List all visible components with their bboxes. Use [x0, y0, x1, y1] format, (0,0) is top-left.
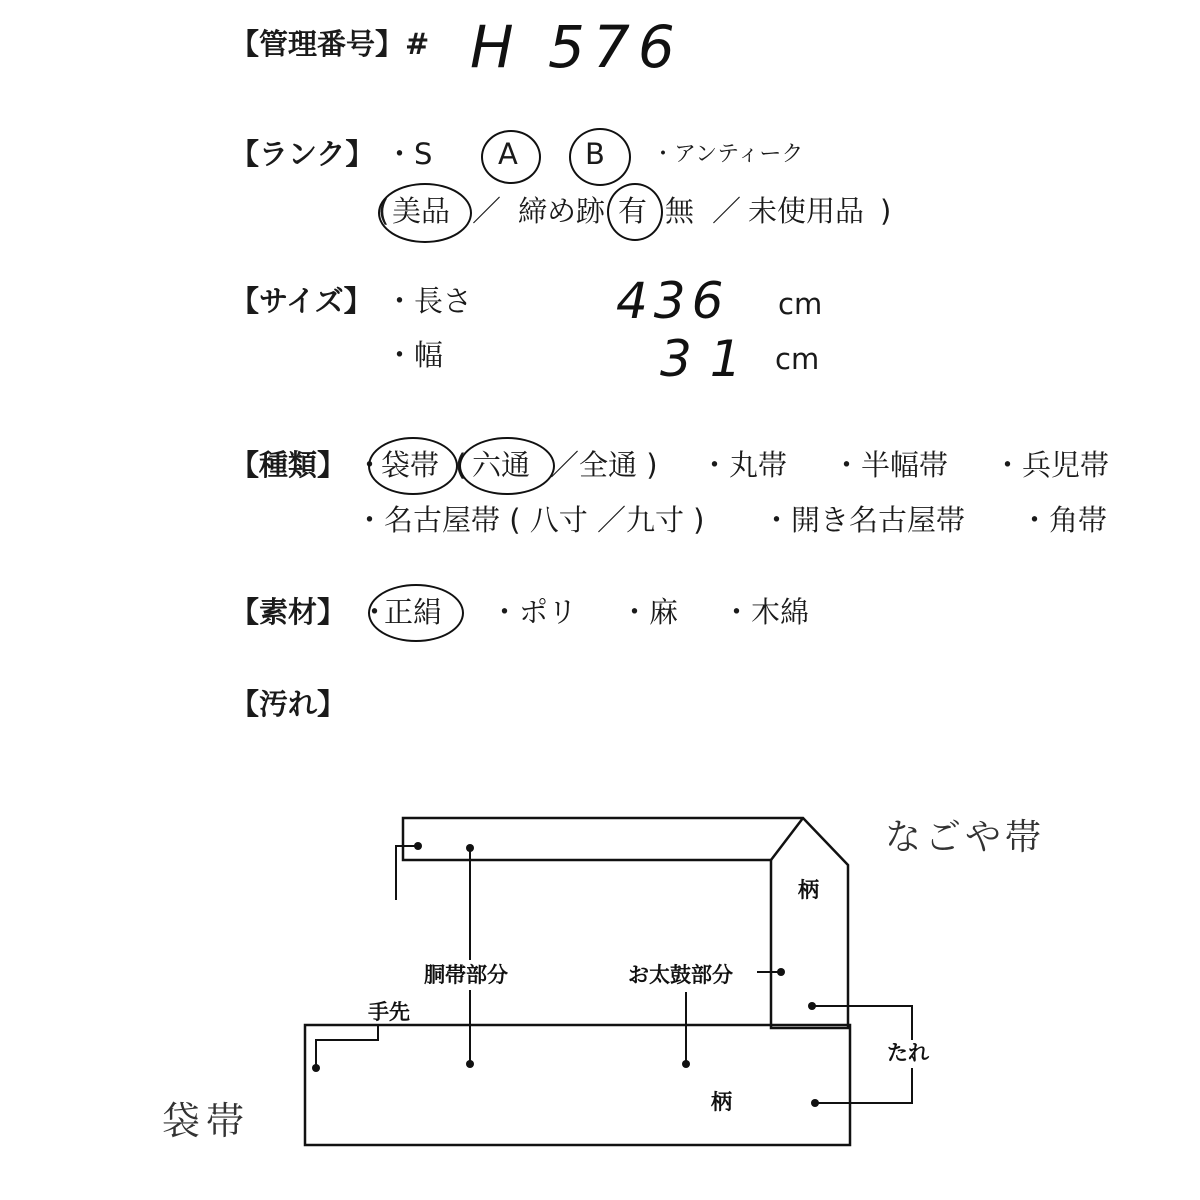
- leader-dots: [312, 842, 819, 1107]
- condition-absent: 無: [665, 194, 695, 228]
- type-kaku-obi: ・角帯: [1020, 503, 1108, 537]
- condition-present: 有: [618, 194, 648, 228]
- hash-symbol: #: [405, 27, 430, 61]
- nagoya-fold-line: [771, 818, 803, 860]
- material-hemp: ・麻: [620, 595, 679, 629]
- condition-sep-1: ／: [472, 194, 502, 228]
- fukuro-obi-shape: [305, 1025, 850, 1145]
- type-open-paren: (: [455, 448, 467, 482]
- nagoya-obi-label: なごや帯: [885, 817, 1046, 858]
- material-poly: ・ポリ: [490, 595, 578, 629]
- dot-taiko-top: [777, 968, 785, 976]
- taiko-part-label: お太鼓部分: [628, 963, 733, 987]
- rank-option-s: ・S: [385, 137, 433, 171]
- dot-tare-top: [808, 1002, 816, 1010]
- tare-bottom-leader: [815, 1068, 912, 1103]
- type-bullet: ・: [355, 448, 385, 482]
- dot-body-top: [466, 844, 474, 852]
- type-zentsu: ／全通 ): [550, 448, 658, 482]
- rank-option-a: A: [498, 137, 518, 171]
- length-unit: cm: [778, 287, 823, 321]
- type-hanhaba-obi: ・半幅帯: [832, 448, 949, 482]
- condition-tie-marks: 締め跡: [518, 194, 606, 228]
- tesaki-top-leader: [396, 846, 418, 900]
- length-label: ・長さ: [385, 284, 473, 318]
- width-value: 31: [660, 330, 760, 388]
- material-bullet: ・: [360, 595, 390, 629]
- rank-label: 【ランク】: [230, 137, 375, 171]
- width-unit: cm: [775, 342, 820, 376]
- condition-close-paren: ): [880, 194, 892, 228]
- tesaki-label: 手先: [368, 1000, 410, 1024]
- material-label: 【素材】: [230, 595, 347, 629]
- rank-option-antique: ・アンティーク: [652, 142, 804, 167]
- size-label: 【サイズ】: [230, 284, 373, 318]
- material-silk: 正絹: [384, 595, 443, 629]
- type-nagoya-obi: ・名古屋帯 ( 八寸 ／九寸 ): [355, 503, 705, 537]
- tesaki-bottom-leader: [316, 1025, 378, 1068]
- condition-open-paren: (: [378, 194, 390, 228]
- stain-label: 【汚れ】: [230, 687, 347, 721]
- fukuro-obi-outline: [305, 1025, 850, 1145]
- pattern-top-label: 柄: [798, 878, 819, 902]
- type-hiraki-nagoya-obi: ・開き名古屋帯: [762, 503, 966, 537]
- condition-unused: 未使用品: [748, 194, 865, 228]
- rank-option-b: B: [585, 137, 605, 171]
- type-fukuro-obi: 袋帯: [381, 448, 440, 482]
- type-maru-obi: ・丸帯: [700, 448, 788, 482]
- dot-body-bottom: [466, 1060, 474, 1068]
- management-number-label: 【管理番号】: [230, 27, 405, 61]
- tare-top-leader: [812, 1006, 912, 1040]
- body-part-label: 胴帯部分: [424, 963, 508, 987]
- pattern-bottom-label: 柄: [711, 1090, 732, 1114]
- dot-taiko-bottom: [682, 1060, 690, 1068]
- length-value: 436: [616, 272, 730, 330]
- width-label: ・幅: [385, 338, 444, 372]
- type-heko-obi: ・兵児帯: [993, 448, 1110, 482]
- material-cotton: ・木綿: [722, 595, 810, 629]
- dot-tare-bottom: [811, 1099, 819, 1107]
- condition-sep-2: ／: [712, 194, 742, 228]
- type-rokutsu: 六通: [472, 448, 531, 482]
- tare-label: たれ: [887, 1041, 929, 1065]
- type-label: 【種類】: [230, 448, 347, 482]
- leader-lines: [316, 846, 912, 1103]
- condition-mint: 美品: [392, 194, 451, 228]
- dot-tesaki-bottom: [312, 1064, 320, 1072]
- management-number-value: H 576: [470, 13, 683, 81]
- fukuro-obi-label: 袋帯: [162, 1099, 251, 1143]
- dot-tesaki-top: [414, 842, 422, 850]
